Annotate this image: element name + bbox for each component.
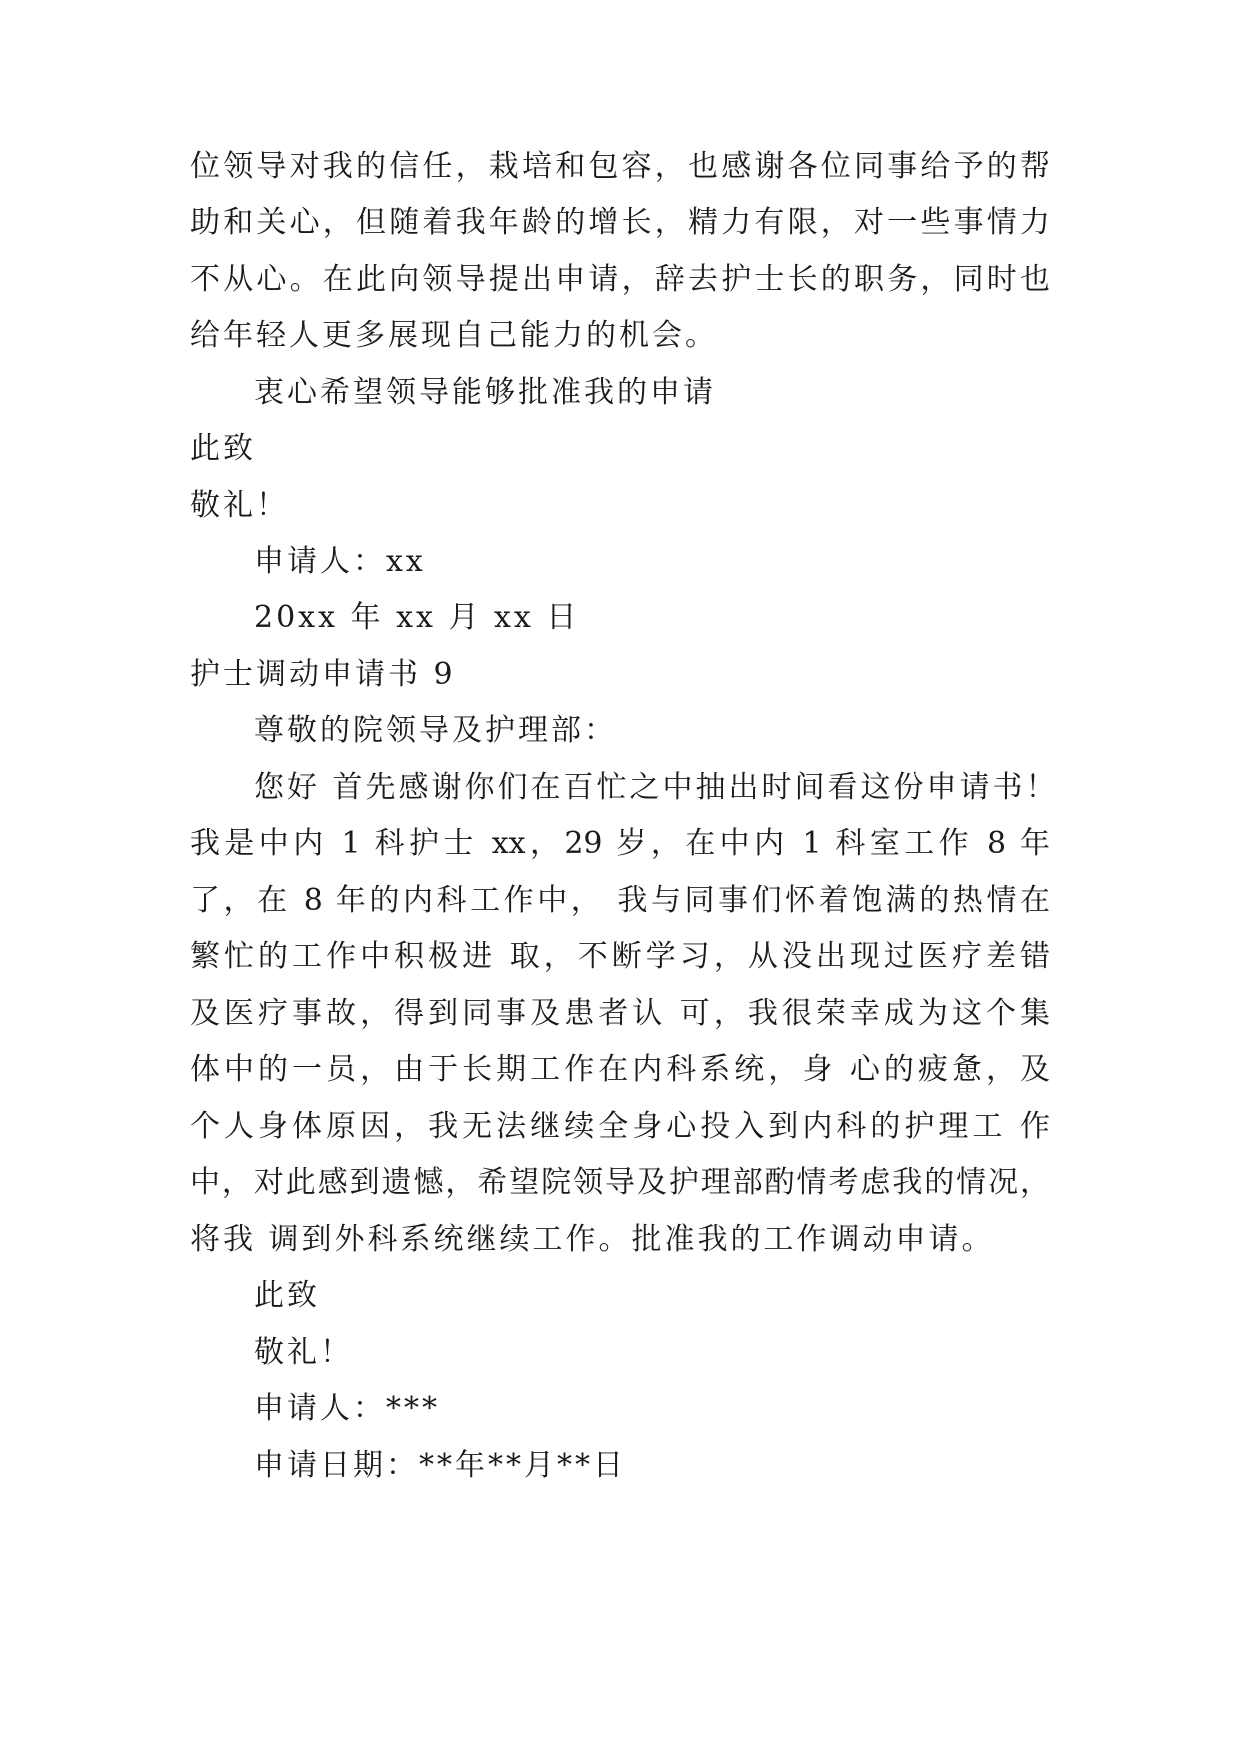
letter-applicant: 申请人：*** (254, 1391, 440, 1426)
letter-closing-salutation: 此致 (254, 1278, 320, 1313)
body-line-3: 不从心。在此向领导提出申请，辞去护士长的职务，同时也 (190, 262, 1050, 297)
date-line: 20xx 年 xx 月 xx 日 (254, 600, 580, 635)
letter-salutation: 尊敬的院领导及护理部： (254, 713, 617, 748)
letter-line-8: 中，对此感到遗憾，希望院领导及护理部酌情考虑我的情况， (190, 1165, 1050, 1200)
closing-salutation: 此致 (190, 431, 256, 466)
letter-line-7: 个人身体原因，我无法继续全身心投入到内科的护理工 作 (190, 1109, 1050, 1144)
closing-regards: 敬礼！ (190, 488, 289, 523)
body-line-4: 给年轻人更多展现自己能力的机会。 (190, 318, 718, 353)
letter-line-9: 将我 调到外科系统继续工作。批准我的工作调动申请。 (190, 1222, 995, 1257)
letter-line-2: 我是中内 1 科护士 xx，29 岁，在中内 1 科室工作 8 年 (190, 826, 1050, 861)
body-line-2: 助和关心，但随着我年龄的增长，精力有限，对一些事情力 (190, 205, 1050, 240)
body-line-1: 位领导对我的信任，栽培和包容，也感谢各位同事给予的帮 (190, 149, 1050, 184)
letter-line-4: 繁忙的工作中积极进 取，不断学习，从没出现过医疗差错 (190, 939, 1050, 974)
request-line: 衷心希望领导能够批准我的申请 (254, 375, 716, 410)
letter-line-1: 您好 首先感谢你们在百忙之中抽出时间看这份申请书！ (254, 770, 1059, 805)
letter-closing-regards: 敬礼！ (254, 1335, 353, 1370)
letter-line-5: 及医疗事故，得到同事及患者认 可，我很荣幸成为这个集 (190, 996, 1050, 1031)
applicant-line: 申请人：xx (254, 544, 426, 579)
section-title: 护士调动申请书 9 (190, 657, 456, 692)
letter-application-date: 申请日期：**年**月**日 (254, 1448, 626, 1483)
letter-line-3: 了，在 8 年的内科工作中， 我与同事们怀着饱满的热情在 (190, 883, 1050, 918)
letter-line-6: 体中的一员，由于长期工作在内科系统，身 心的疲惫，及 (190, 1052, 1050, 1087)
